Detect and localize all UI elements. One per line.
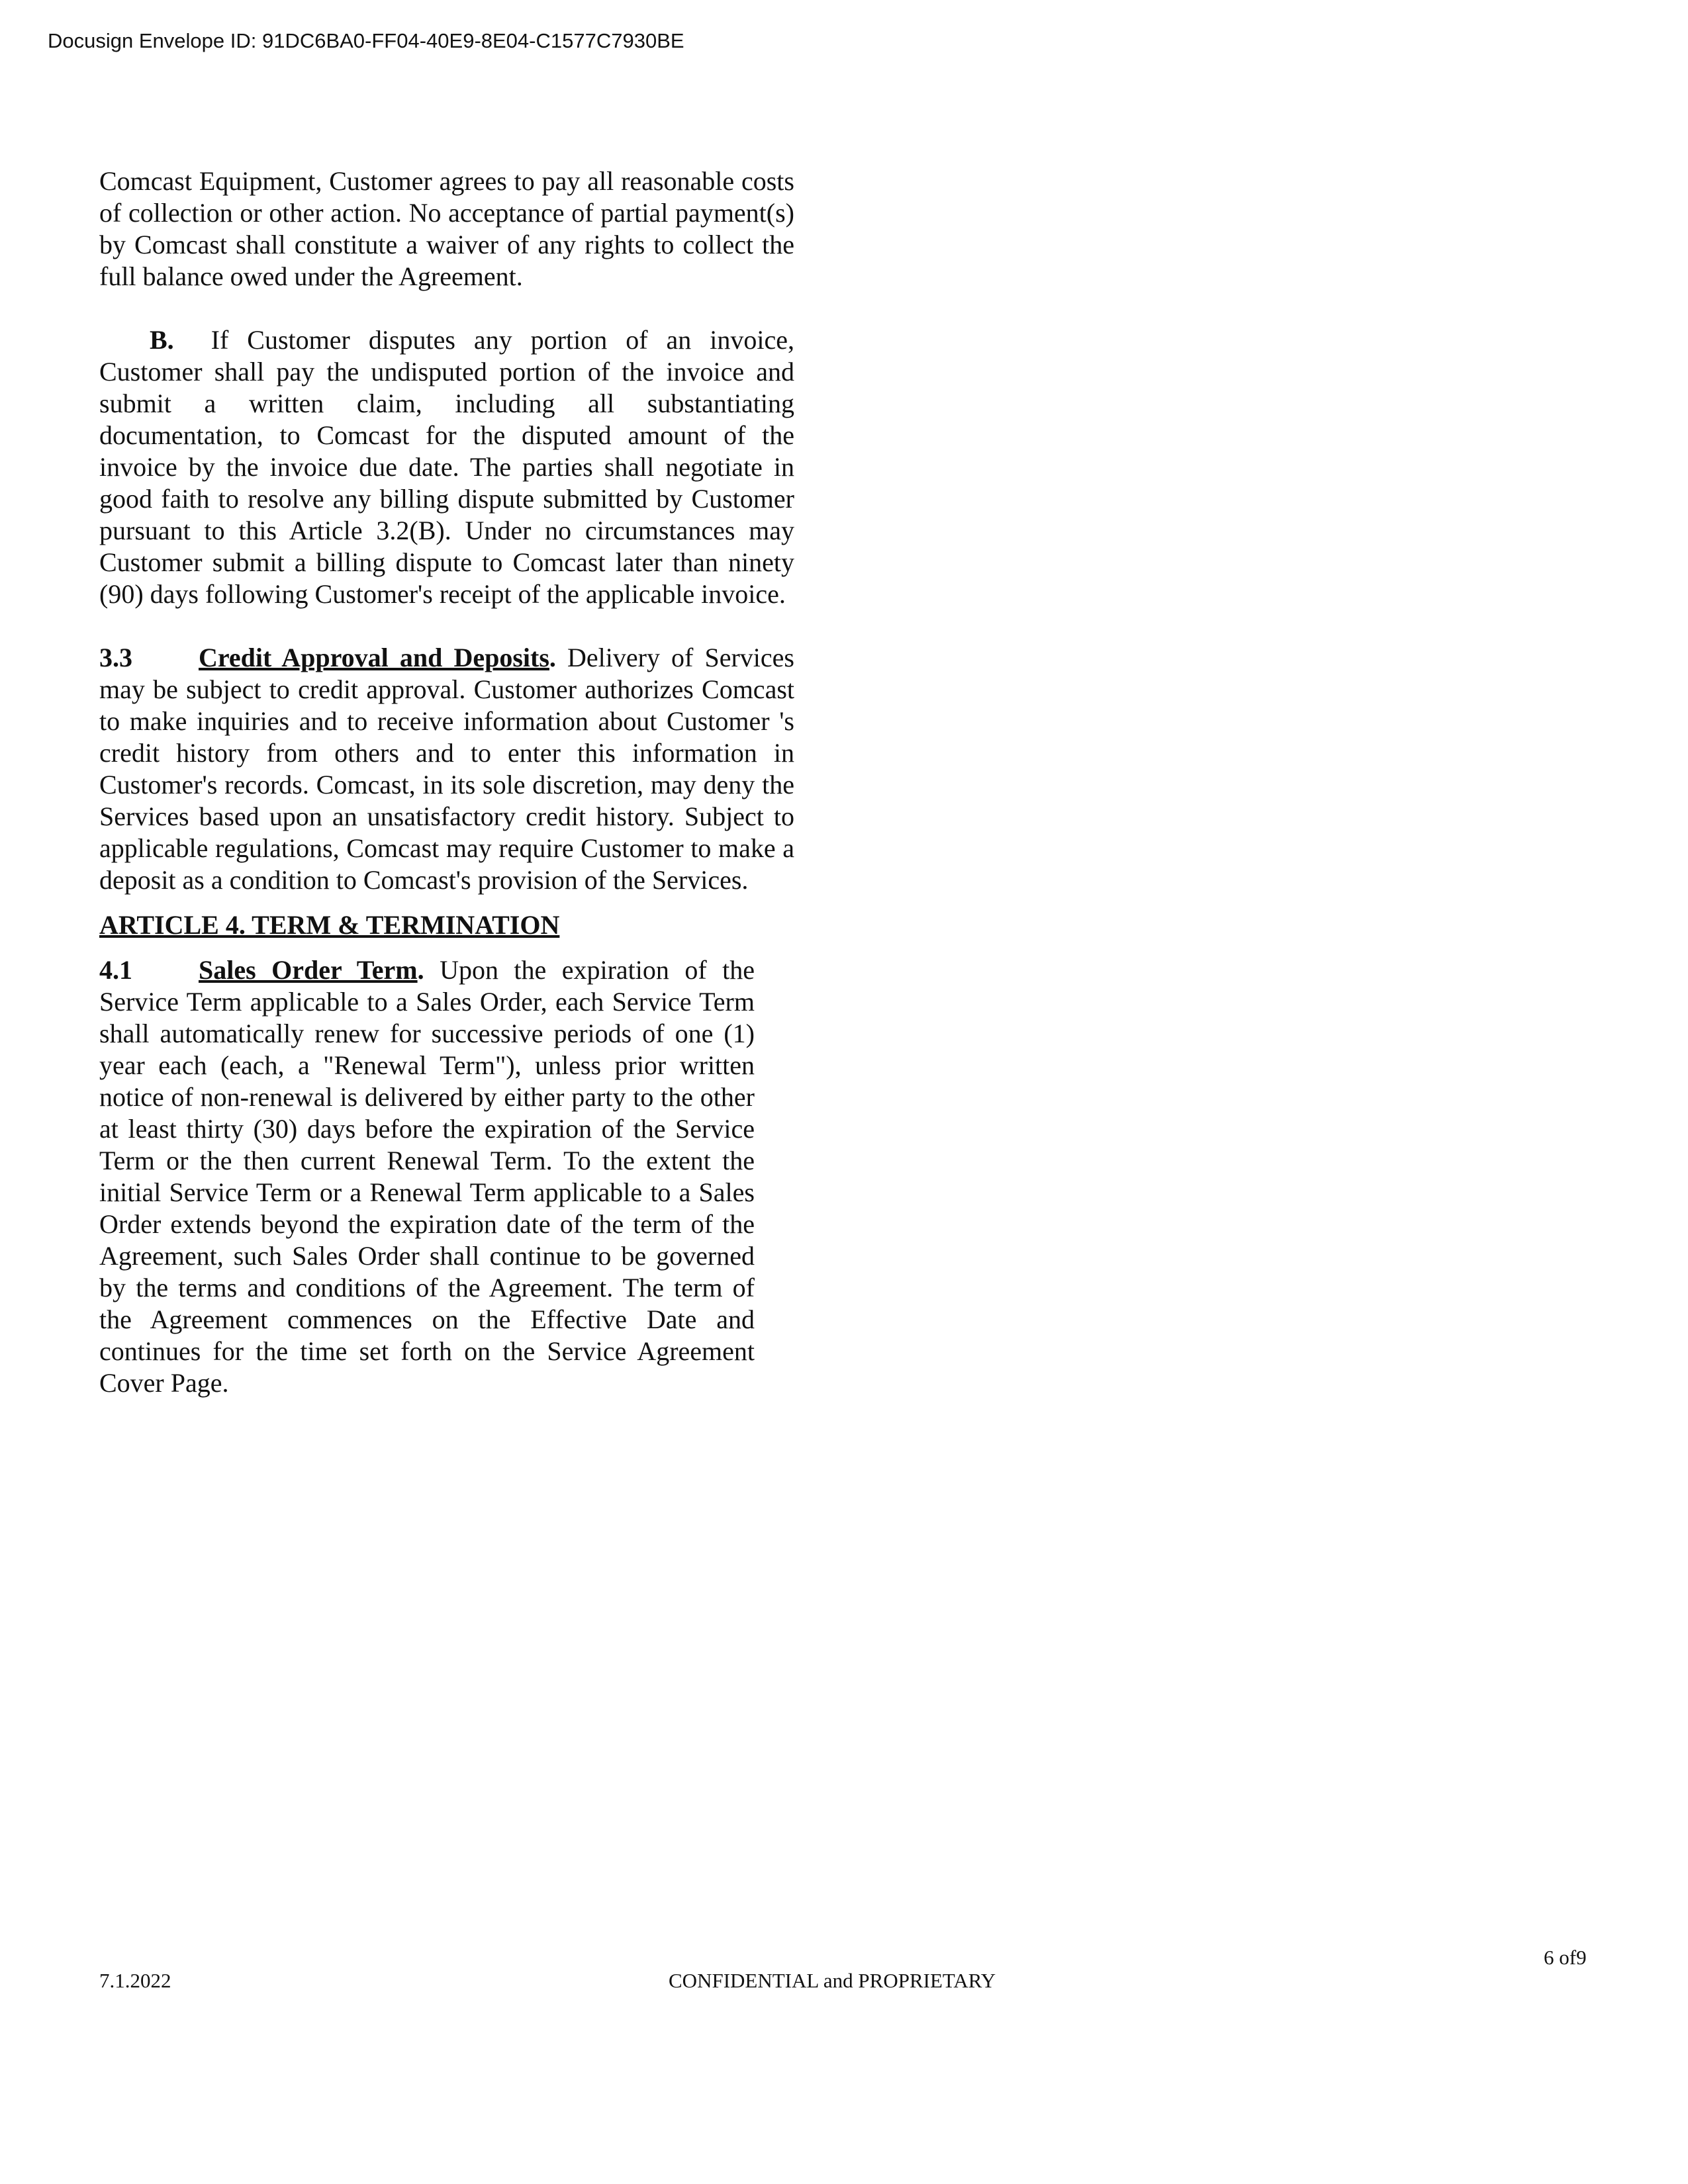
section-4-1 <box>99 954 755 1399</box>
section-number-4-1: 4.1 <box>99 955 132 985</box>
section-number-3-3: 3.3 <box>99 643 132 672</box>
paragraph-3-2-b-text: If Customer disputes any portion of an invoice, Customer shall pay the undisputed portion of the invoice and submit a written claim, including all substantiating documentation, to Comcast for the disputed amount of the invoice by the invoice due date. The parties shall negotiate in good faith to resolve any billing dispute submitted by Customer pursuant to this Article 3.2(B). Under no circumstances may Customer submit a billing dispute to Comcast later than ninety (90) days following Customer's receipt of the applicable invoice. <box>99 325 794 609</box>
section-3-3 <box>99 642 794 896</box>
section-title-3-3-period: . <box>549 643 556 672</box>
footer-confidential: CONFIDENTIAL and PROPRIETARY <box>669 1969 996 1992</box>
section-title-4-1-period: . <box>417 955 424 985</box>
docusign-envelope-id: Docusign Envelope ID: 91DC6BA0-FF04-40E9-8E04-C1577C7930BE <box>48 29 684 52</box>
section-title-4-1: Sales Order Term <box>199 955 418 985</box>
footer-date: 7.1.2022 <box>99 1969 171 1992</box>
article-4-heading: ARTICLE 4. TERM & TERMINATION <box>99 910 560 940</box>
document-body <box>99 165 794 1399</box>
section-4-1-text: Upon the expiration of the Service Term applicable to a Sales Order, each Service Term shall automatically renew for successive periods of one (1) year each (each, a "Renewal Term"), unless prior written notice of non-renewal is delivered by either party to the other at least thirty (30) days before the expiration of the Service Term or the then current Renewal Term. To the extent the initial Service Term or a Renewal Term applicable to a Sales Order extends beyond the expiration date of the term of the Agreement, such Sales Order shall continue to be governed by the terms and conditions of the Agreement. The term of the Agreement commences on the Effective Date and continues for the time set forth on the Service Agreement Cover Page. <box>99 955 755 1398</box>
paragraph-collection-costs: Comcast Equipment, Customer agrees to pay all reasonable costs of collection or other action. No acceptance of partial payment(s) by Comcast shall constitute a waiver of any rights to collect the full balance owed under the Agreement. <box>99 166 794 291</box>
paragraph-3-2-b <box>99 324 794 610</box>
section-title-3-3: Credit Approval and Deposits <box>199 643 549 672</box>
paragraph-letter-b: B. <box>150 325 174 355</box>
section-3-3-text: Delivery of Services may be subject to credit approval. Customer authorizes Comcast to make inquiries and to receive information about Customer 's credit history from others and to enter this information in Customer's records. Comcast, in its sole discretion, may deny the Services based upon an unsatisfactory credit history. Subject to applicable regulations, Comcast may require Customer to make a deposit as a condition to Comcast's provision of the Services. <box>99 643 794 895</box>
page-number: 6 of9 <box>1544 1946 1587 1969</box>
